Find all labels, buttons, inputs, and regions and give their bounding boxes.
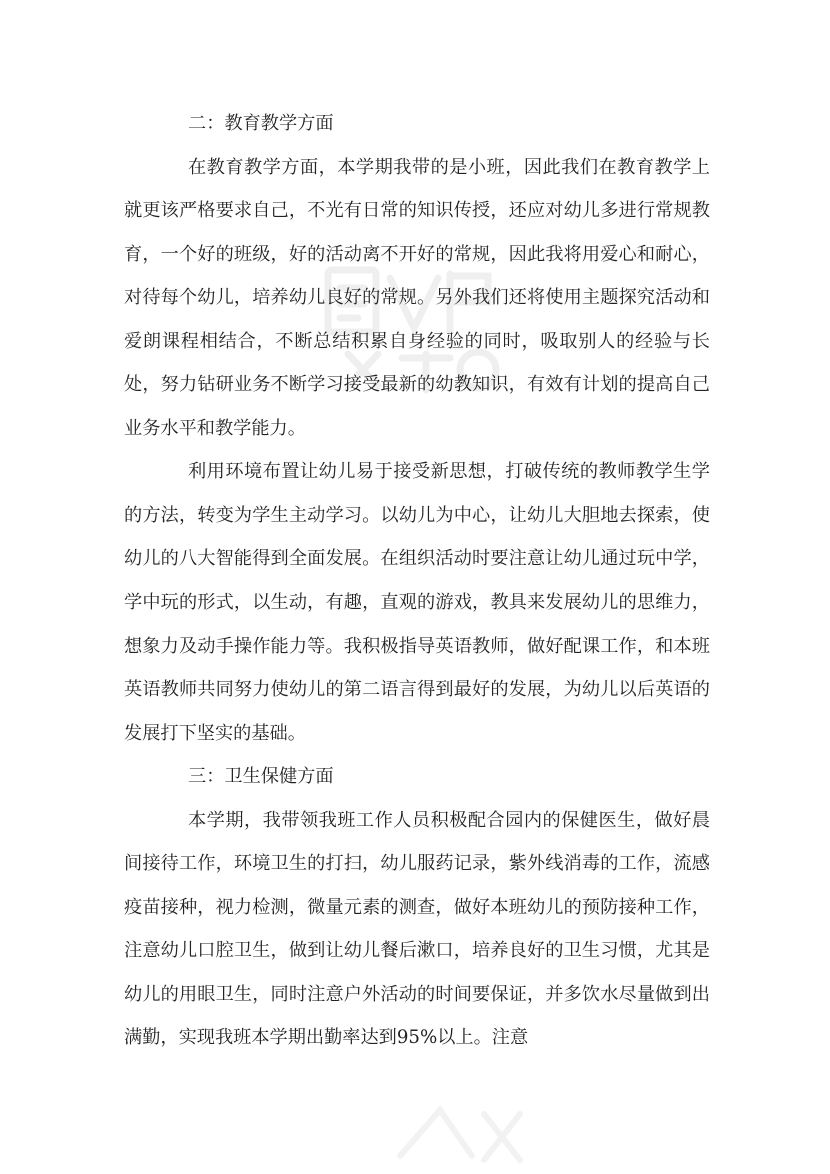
paragraph-health-care: 本学期，我带领我班工作人员积极配合园内的保健医生，做好晨间接待工作，环境卫生的打扫，幼儿服药记录，紫外线消毒的工作，流感疫苗接种，视力检测，微量元素的测查，做好本班幼儿的预防接种工作，注意幼儿口腔卫生，做到让幼儿餐后漱口，培养良好的卫生习惯，尤其是幼儿的用眼卫生，同时注意户外活动的时间要保证，并多饮水尽量做到出满勤，实现我班本学期出勤率达到95%以上。注意 — [124, 809, 710, 1049]
section-heading-health: 三：卫生保健方面 — [188, 766, 334, 788]
paragraph-education-teaching: 在教育教学方面，本学期我带的是小班，因此我们在教育教学上就更该严格要求自己，不光有日常的知识传授，还应对幼儿多进行常规教育，一个好的班级，好的活动离不开好的常规，因此我将用爱心和耐心，对待每个幼儿，培养幼儿良好的常规。另外我们还将使用主题探究活动和爱朗课程相结合，不断总结积累自身经验的同时，吸取别人的经验与长处，努力钻研业务不断学习接受最新的幼教知识，有效有计划的提高自己业务水平和教学能力。 — [124, 156, 710, 439]
document-body — [124, 102, 710, 1060]
watermark-footer-icon — [380, 1096, 540, 1174]
section-heading-education: 二：教育教学方面 — [188, 113, 334, 134]
paragraph-environment-layout: 利用环境布置让幼儿易于接受新思想，打破传统的教师教学生学的方法，转变为学生主动学习。以幼儿为中心，让幼儿大胆地去探索，使幼儿的八大智能得到全面发展。在组织活动时要注意让幼儿通过玩中学，学中玩的形式，以生动，有趣，直观的游戏，教具来发展幼儿的思维力，想象力及动手操作能力等。我积极指导英语教师，做好配课工作，和本班英语教师共同努力使幼儿的第二语言得到最好的发展，为幼儿以后英语的发展打下坚实的基础。 — [124, 461, 710, 744]
